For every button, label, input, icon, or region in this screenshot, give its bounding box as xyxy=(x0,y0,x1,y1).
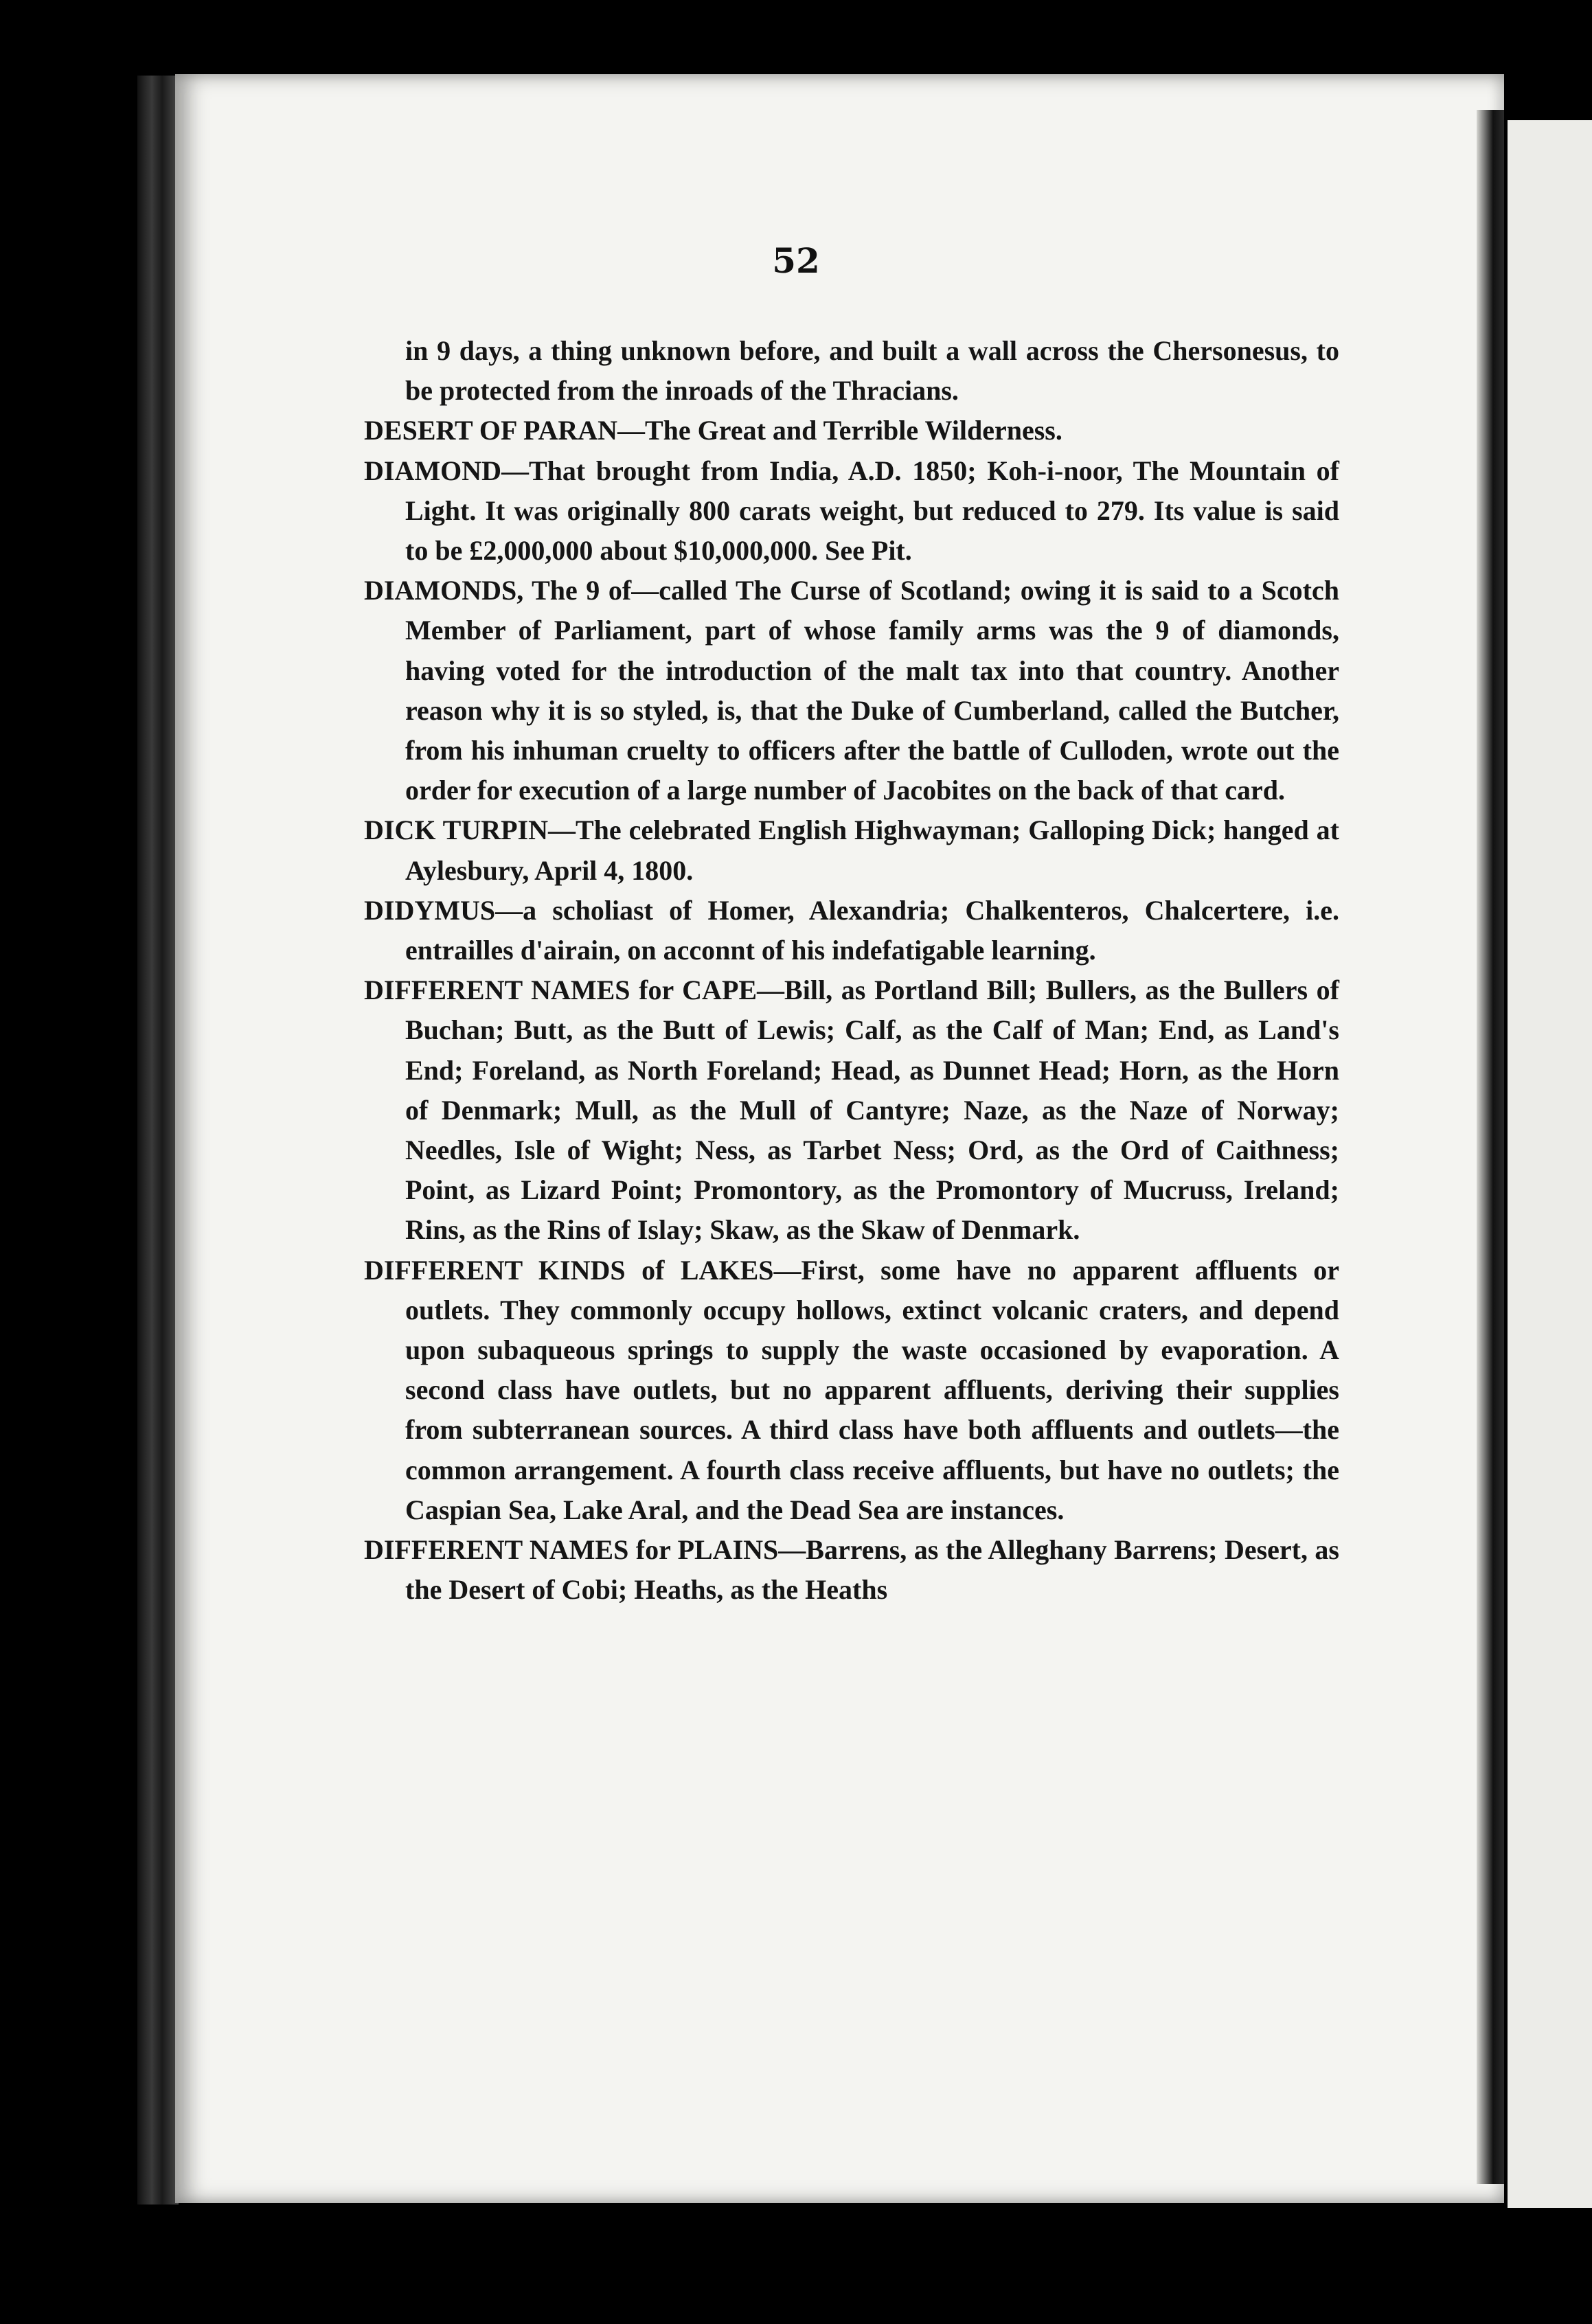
entry-didymus: DIDYMUS—a scholiast of Homer, Alexandria; Chalkenteros, Chalcertere, i.e. entrailles d'airain, on acconnt of his indefatigable learning. xyxy=(364,894,1339,966)
entry-dick-turpin: DICK TURPIN—The celebrated English Highwayman; Galloping Dick; hanged at Aylesbury, April 4, 1800. xyxy=(364,814,1339,886)
entry-desert-of-paran: DESERT OF PARAN—The Great and Terrible Wilderness. xyxy=(364,415,1062,446)
entry-names-for-plains: DIFFERENT NAMES for PLAINS—Barrens, as the Alleghany Barrens; Desert, as the Desert of Cobi; Heaths, as the Heaths xyxy=(364,1534,1339,1606)
book-spine-shadow xyxy=(137,76,179,2205)
facing-page-edge xyxy=(1508,120,1592,2208)
entry-names-for-cape: DIFFERENT NAMES for CAPE—Bill, as Portland Bill; Bullers, as the Bullers of Buchan; Butt, as the Butt of Lewis; Calf, as the Calf of Man; End, as Land's End; Foreland, as North Foreland; Head, as Dunnet Head; Horn, as the Horn of Denmark; Mull, as the Mull of Cantyre; Naze, as the Naze of Norway; Needles, Isle of Wight; Ness, as Tarbet Ness; Ord, as the Ord of Caithness; Point, as Lizard Point; Promontory, as the Promontory of Mucruss, Ireland; Rins, as the Rins of Islay; Skaw, as the Skaw of Denmark. xyxy=(364,975,1339,1246)
page-gutter-shadow xyxy=(1477,110,1504,2184)
entry-diamonds-nine: DIAMONDS, The 9 of—called The Curse of Scotland; owing it is said to a Scotch Member of Parliament, part of whose family arms was the 9 of diamonds, having voted for the introduction of the malt tax into that country. Another reason why it is so styled, is, that the Duke of Cumberland, called the Butcher, from his inhuman cruelty to officers after the battle of Culloden, wrote out the order for execution of a large number of Jacobites on the back of that card. xyxy=(364,575,1339,806)
entry-diamond: DIAMOND—That brought from India, A.D. 1850; Koh-i-noor, The Mountain of Light. It was originally 800 carats weight, but reduced to 279. Its value is said to be £2,000,000 about $10,000,000. See Pit. xyxy=(364,455,1339,567)
page-number: 52 xyxy=(772,240,820,281)
entry-continuation: in 9 days, a thing unknown before, and built a wall across the Chersonesus, to be protected from the inroads of the Thracians. xyxy=(405,335,1339,407)
entry-kinds-of-lakes: DIFFERENT KINDS of LAKES—First, some have no apparent affluents or outlets. They commonly occupy hollows, extinct volcanic craters, and depend upon subaqueous springs to supply the waste occasioned by evaporation. A second class have outlets, but no apparent affluents, deriving their supplies from subterranean sources. A third class have both affluents and outlets—the common arrangement. A fourth class receive affluents, but have no outlets; the Caspian Sea, Lake Aral, and the Dead Sea are instances. xyxy=(364,1254,1339,1525)
dictionary-text-column xyxy=(364,331,1339,1610)
